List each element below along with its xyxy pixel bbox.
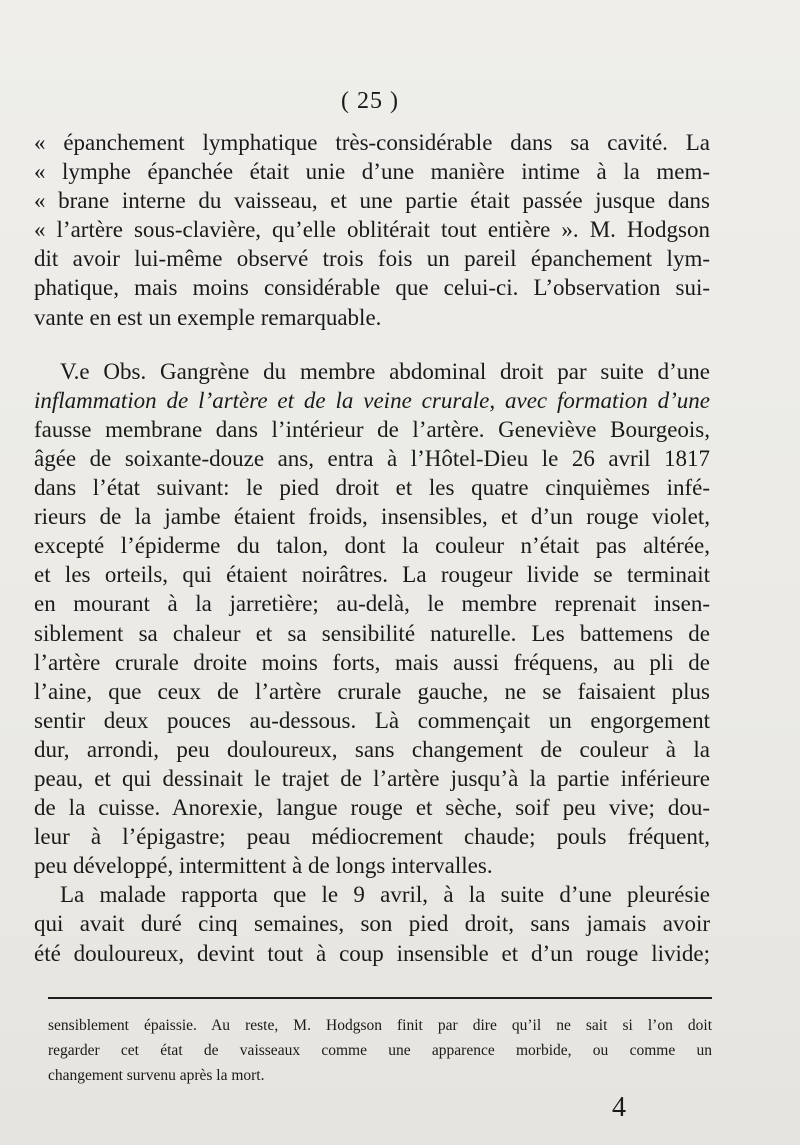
text-line: âgée de soixante-douze ans, entra à l’Hôtel-Dieu le 26 avril 1817	[34, 445, 710, 471]
footnote-line: sensiblement épaissie. Au reste, M. Hodgson finit par dire qu’il ne sait si l’on doit	[48, 1017, 712, 1034]
text-line: été douloureux, devint tout à coup insensible et d’un rouge livide;	[34, 940, 710, 966]
text-line: sentir deux pouces au-dessous. Là commençait un engorgement	[34, 707, 710, 733]
text-line: siblement sa chaleur et sa sensibilité naturelle. Les battemens de	[34, 620, 710, 646]
text-line: « l’artère sous-clavière, qu’elle oblitérait tout entière ». M. Hodgson	[34, 217, 710, 243]
observation-heading-line: V.e Obs. Gangrène du membre abdominal droit par suite d’une	[60, 358, 710, 384]
text-line: La malade rapporta que le 9 avril, à la suite d’une pleurésie	[60, 882, 710, 908]
text-line: peu développé, intermittent à de longs intervalles.	[34, 853, 493, 879]
text-line: inflammation de l’artère et de la veine crurale, avec formation d’une	[34, 387, 710, 413]
text-line: en mourant à la jarretière; au-delà, le membre reprenait insen-	[34, 591, 710, 617]
text-line: de la cuisse. Anorexie, langue rouge et sèche, soif peu vive; dou-	[34, 795, 710, 821]
paragraph-gap	[34, 332, 710, 357]
text-line: « brane interne du vaisseau, et une partie était passée jusque dans	[34, 188, 710, 214]
text-line: leur à l’épigastre; peau médiocrement chaude; pouls fréquent,	[34, 824, 710, 850]
text-line: l’aine, que ceux de l’artère crurale gauche, ne se faisaient plus	[34, 678, 710, 704]
text-line: qui avait duré cinq semaines, son pied droit, sans jamais avoir	[34, 911, 710, 937]
text-line: dans l’état suivant: le pied droit et les quatre cinquièmes infé-	[34, 475, 710, 501]
text-line: dur, arrondi, peu douloureux, sans changement de couleur à la	[34, 736, 710, 762]
text-line: « épanchement lymphatique très-considérable dans sa cavité. La	[34, 130, 710, 155]
footnote-rule	[48, 997, 712, 999]
page-number: ( 25 )	[341, 88, 399, 114]
text-line: phatique, mais moins considérable que celui-ci. L’observation sui-	[34, 275, 710, 301]
text-line: excepté l’épiderme du talon, dont la couleur n’était pas altérée,	[34, 533, 710, 559]
footnote-line: regarder cet état de vaisseaux comme une apparence morbide, ou comme un	[48, 1042, 712, 1059]
main-text	[34, 128, 710, 968]
signature-mark: 4	[612, 1092, 626, 1123]
footnote-line: changement survenu après la mort.	[48, 1067, 265, 1084]
text-line: et les orteils, qui étaient noirâtres. La rougeur livide se terminait	[34, 562, 710, 588]
text-line: vante en est un exemple remarquable.	[34, 304, 382, 330]
text-line: « lymphe épanchée était unie d’une manière intime à la mem-	[34, 159, 710, 185]
text-line: dit avoir lui-même observé trois fois un pareil épanchement lym-	[34, 246, 710, 272]
footnote	[48, 1013, 712, 1088]
text-line: l’artère crurale droite moins forts, mais aussi fréquens, au pli de	[34, 649, 710, 675]
text-line: fausse membrane dans l’intérieur de l’artère. Geneviève Bourgeois,	[34, 416, 710, 442]
text-line: peau, et qui dessinait le trajet de l’artère jusqu’à la partie inférieure	[34, 765, 710, 791]
text-line: rieurs de la jambe étaient froids, insensibles, et d’un rouge violet,	[34, 504, 710, 530]
